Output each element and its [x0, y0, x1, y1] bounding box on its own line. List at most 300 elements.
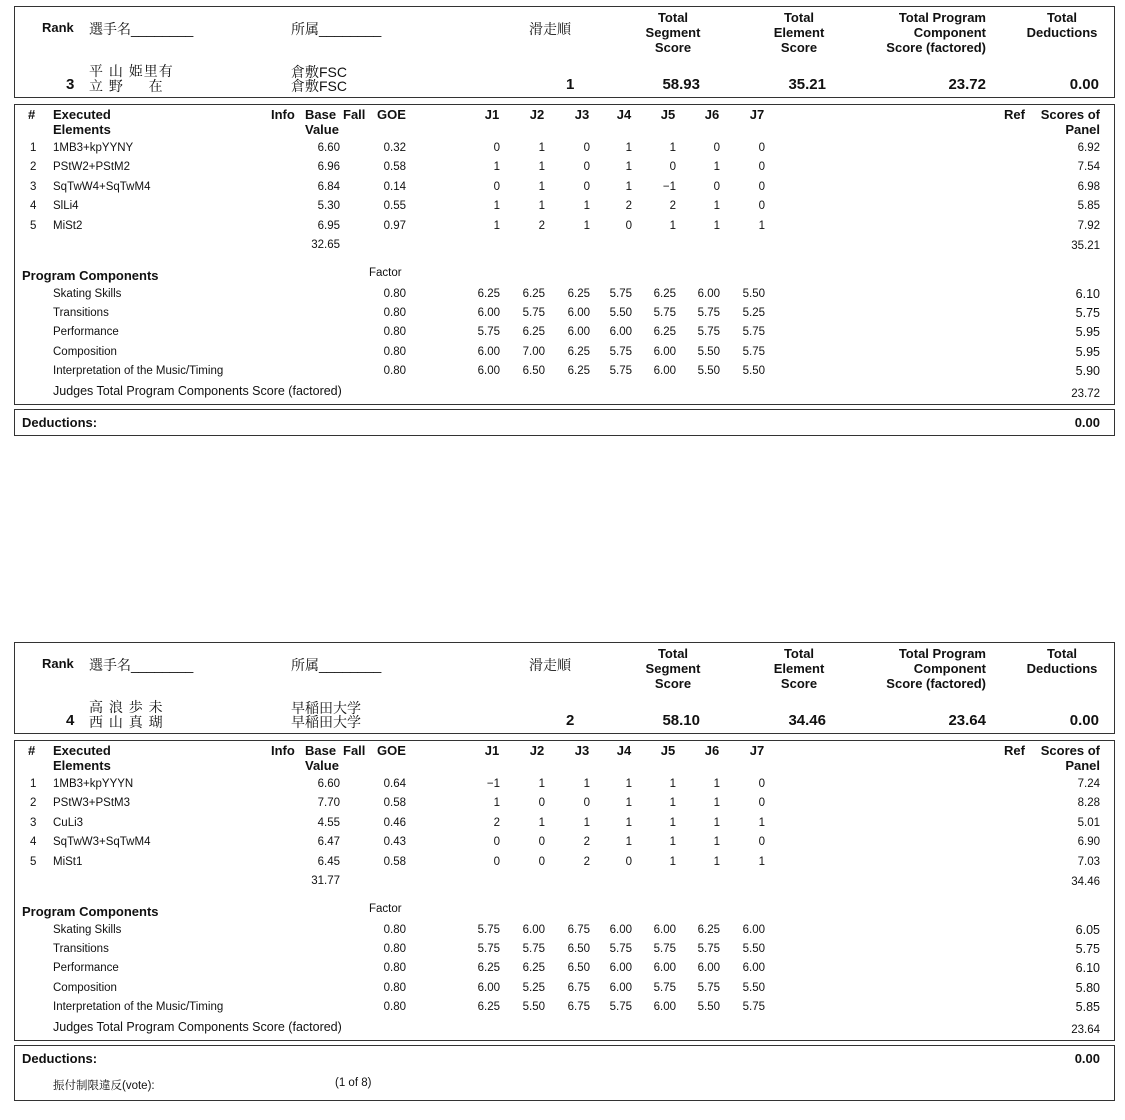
- component-judge-4: 5.75: [609, 1000, 632, 1013]
- skater-name-1: 平 山 姫里有: [89, 63, 174, 79]
- component-factor: 0.80: [383, 307, 406, 320]
- order-label: 滑走順: [529, 657, 571, 673]
- element-judge-4: 2: [625, 200, 632, 213]
- component-name: Composition: [53, 981, 117, 994]
- skater-rank: 4: [66, 712, 75, 729]
- element-number: 1: [30, 142, 37, 154]
- element-judge-3: 1: [583, 219, 590, 232]
- element-goe: 0.43: [383, 836, 406, 849]
- skater-rank: 3: [66, 76, 75, 93]
- element-judge-4: 1: [625, 142, 632, 154]
- col-ref: Ref: [1004, 743, 1025, 758]
- element-judge-6: 1: [713, 836, 720, 849]
- element-panel-score: 7.92: [1077, 219, 1100, 232]
- component-judge-2: 6.25: [522, 288, 545, 300]
- element-judge-7: 0: [758, 142, 765, 154]
- component-judge-1: 6.00: [477, 981, 500, 994]
- element-number: 1: [30, 778, 37, 790]
- col-base-value: Base Value: [305, 743, 339, 773]
- col-goe: GOE: [377, 743, 406, 758]
- deductions-label: Deductions:: [22, 415, 98, 430]
- element-judge-5: 1: [669, 142, 676, 154]
- element-judge-1: 0: [493, 855, 500, 868]
- judges-total-label: Judges Total Program Components Score (factored): [53, 1020, 342, 1034]
- element-judge-7: 0: [758, 836, 765, 849]
- component-score: 5.80: [1075, 980, 1100, 995]
- ded-label: Total Deductions: [1026, 646, 1098, 676]
- component-score: 6.10: [1075, 961, 1100, 976]
- elements-total: 34.46: [1071, 876, 1100, 888]
- deductions-box: [14, 1045, 1115, 1101]
- component-judge-2: 7.00: [522, 345, 545, 358]
- component-judge-1: 6.25: [477, 288, 500, 300]
- component-factor: 0.80: [383, 326, 406, 339]
- factor-label: Factor: [369, 267, 402, 279]
- col-num: #: [28, 743, 36, 758]
- component-judge-4: 5.75: [609, 364, 632, 377]
- element-goe: 0.58: [383, 797, 406, 810]
- element-judge-5: 0: [669, 161, 676, 174]
- club-name-1: 早稲田大学: [291, 700, 361, 716]
- element-judge-2: 0: [538, 836, 545, 849]
- element-name: PStW2+PStM2: [53, 161, 131, 174]
- deduction-item: 振付制限違反(vote):: [53, 1080, 155, 1092]
- element-judge-3: 2: [583, 855, 590, 868]
- component-judge-1: 6.00: [477, 364, 500, 377]
- component-judge-5: 5.75: [653, 943, 676, 956]
- component-judge-3: 6.00: [567, 326, 590, 339]
- element-judge-2: 0: [538, 855, 545, 868]
- component-judge-7: 5.75: [742, 1000, 765, 1013]
- col-scores-of-panel: Scores of Panel: [1040, 107, 1100, 137]
- element-name: SlLi4: [53, 200, 79, 213]
- element-goe: 0.55: [383, 200, 406, 213]
- col-goe: GOE: [377, 107, 406, 122]
- total-deductions: 0.00: [1069, 76, 1099, 93]
- component-score: 5.75: [1075, 942, 1100, 957]
- tes-label: Total Element Score: [773, 646, 825, 691]
- tss-label: Total Segment Score: [645, 10, 701, 55]
- element-judge-7: 1: [758, 855, 765, 868]
- element-judge-7: 1: [758, 816, 765, 829]
- element-judge-1: 1: [493, 797, 500, 810]
- elements-box: [14, 104, 1115, 405]
- col-num: #: [28, 107, 36, 122]
- component-judge-6: 6.00: [697, 962, 720, 975]
- total-program-component-score: 23.64: [948, 712, 986, 729]
- component-factor: 0.80: [383, 364, 406, 377]
- component-score: 6.05: [1075, 923, 1100, 937]
- element-judge-5: 1: [669, 219, 676, 232]
- base-value-total: 32.65: [311, 239, 340, 251]
- elements-box: [14, 740, 1115, 1041]
- element-judge-7: 1: [758, 219, 765, 232]
- element-judge-1: 0: [493, 836, 500, 849]
- col-judge-5: J5: [660, 107, 676, 122]
- deductions-label: Deductions:: [22, 1051, 98, 1066]
- component-judge-2: 5.75: [522, 943, 545, 956]
- col-judge-2: J2: [529, 107, 545, 122]
- component-judge-7: 6.00: [742, 962, 765, 975]
- element-number: 2: [30, 161, 37, 174]
- col-judge-3: J3: [574, 107, 590, 122]
- deduction-vote: (1 of 8): [335, 1077, 372, 1089]
- element-number: 4: [30, 200, 37, 213]
- element-base-value: 7.70: [317, 797, 340, 810]
- element-judge-7: 0: [758, 180, 765, 193]
- component-judge-7: 5.50: [742, 288, 765, 300]
- component-judge-3: 6.50: [567, 962, 590, 975]
- element-goe: 0.64: [383, 778, 406, 790]
- skater-name-2: 立 野 在: [89, 78, 164, 94]
- element-judge-6: 1: [713, 161, 720, 174]
- component-factor: 0.80: [383, 981, 406, 994]
- judges-total-label: Judges Total Program Components Score (factored): [53, 384, 342, 398]
- element-panel-score: 7.54: [1077, 161, 1100, 174]
- element-judge-5: 1: [669, 836, 676, 849]
- element-name: MiSt2: [53, 219, 83, 232]
- component-name: Skating Skills: [53, 924, 122, 936]
- col-judge-2: J2: [529, 743, 545, 758]
- total-program-component-score: 23.72: [948, 76, 986, 93]
- element-name: PStW3+PStM3: [53, 797, 131, 810]
- component-judge-5: 6.00: [653, 962, 676, 975]
- element-judge-5: 1: [669, 797, 676, 810]
- element-judge-2: 1: [538, 180, 545, 193]
- component-judge-4: 5.75: [609, 288, 632, 300]
- element-judge-3: 0: [583, 161, 590, 174]
- component-factor: 0.80: [383, 1000, 406, 1013]
- element-goe: 0.46: [383, 816, 406, 829]
- component-score: 5.95: [1075, 325, 1100, 340]
- component-name: Skating Skills: [53, 288, 122, 300]
- component-judge-2: 6.50: [522, 364, 545, 377]
- component-judge-4: 5.75: [609, 943, 632, 956]
- col-fall: Fall: [343, 107, 366, 122]
- pcs-label: Total Program Component Score (factored): [886, 10, 986, 55]
- component-name: Interpretation of the Music/Timing: [53, 364, 224, 377]
- element-judge-5: 1: [669, 816, 676, 829]
- element-number: 3: [30, 816, 37, 829]
- component-judge-7: 5.50: [742, 981, 765, 994]
- component-factor: 0.80: [383, 288, 406, 300]
- component-judge-6: 5.50: [697, 364, 720, 377]
- base-value-total: 31.77: [311, 875, 340, 887]
- component-name: Interpretation of the Music/Timing: [53, 1000, 224, 1013]
- element-number: 4: [30, 836, 37, 849]
- component-judge-1: 6.00: [477, 307, 500, 320]
- element-goe: 0.58: [383, 161, 406, 174]
- col-judge-5: J5: [660, 743, 676, 758]
- component-judge-6: 5.50: [697, 1000, 720, 1013]
- col-judge-6: J6: [704, 107, 720, 122]
- pcs-label: Total Program Component Score (factored): [886, 646, 986, 691]
- club-name-2: 早稲田大学: [291, 714, 361, 730]
- component-judge-4: 6.00: [609, 962, 632, 975]
- element-judge-6: 0: [713, 180, 720, 193]
- component-score: 6.10: [1075, 287, 1100, 301]
- element-judge-6: 1: [713, 778, 720, 790]
- element-judge-3: 2: [583, 836, 590, 849]
- component-judge-1: 5.75: [477, 326, 500, 339]
- factor-label: Factor: [369, 903, 402, 915]
- name-label: 選手名________: [89, 657, 194, 673]
- component-name: Composition: [53, 345, 117, 358]
- element-name: 1MB3+kpYYNY: [53, 142, 134, 154]
- component-judge-3: 6.25: [567, 364, 590, 377]
- element-name: MiSt1: [53, 855, 83, 868]
- component-judge-3: 6.50: [567, 943, 590, 956]
- component-judge-3: 6.75: [567, 981, 590, 994]
- component-judge-5: 5.75: [653, 981, 676, 994]
- col-base-value: Base Value: [305, 107, 339, 137]
- component-factor: 0.80: [383, 943, 406, 956]
- element-goe: 0.14: [383, 180, 406, 193]
- element-panel-score: 7.03: [1077, 855, 1100, 868]
- element-base-value: 6.45: [317, 855, 340, 868]
- element-judge-4: 1: [625, 836, 632, 849]
- col-judge-4: J4: [616, 743, 632, 758]
- component-judge-7: 5.50: [742, 943, 765, 956]
- element-judge-3: 1: [583, 778, 590, 790]
- total-element-score: 34.46: [788, 712, 826, 729]
- component-judge-2: 6.00: [522, 924, 545, 936]
- element-number: 5: [30, 855, 37, 868]
- element-judge-4: 1: [625, 816, 632, 829]
- element-panel-score: 6.92: [1077, 142, 1100, 154]
- element-base-value: 5.30: [317, 200, 340, 213]
- program-components-title: Program Components: [22, 268, 159, 283]
- col-judge-1: J1: [484, 743, 500, 758]
- component-judge-3: 6.25: [567, 345, 590, 358]
- total-segment-score: 58.10: [662, 712, 700, 729]
- element-name: SqTwW4+SqTwM4: [53, 180, 151, 193]
- component-judge-6: 5.50: [697, 345, 720, 358]
- component-score: 5.85: [1075, 999, 1100, 1014]
- element-judge-4: 1: [625, 797, 632, 810]
- element-name: SqTwW3+SqTwM4: [53, 836, 151, 849]
- element-judge-5: −1: [662, 180, 676, 193]
- component-judge-6: 5.75: [697, 326, 720, 339]
- element-number: 5: [30, 219, 37, 232]
- component-judge-2: 5.25: [522, 981, 545, 994]
- element-number: 3: [30, 180, 37, 193]
- element-judge-5: 1: [669, 855, 676, 868]
- program-components-title: Program Components: [22, 904, 159, 919]
- component-judge-2: 6.25: [522, 962, 545, 975]
- component-score: 5.90: [1075, 363, 1100, 378]
- col-executed-elements: Executed Elements: [53, 107, 111, 137]
- element-panel-score: 5.85: [1077, 200, 1100, 213]
- col-info: Info: [271, 107, 295, 122]
- element-judge-2: 1: [538, 816, 545, 829]
- club-label: 所属________: [291, 657, 382, 673]
- element-judge-6: 1: [713, 797, 720, 810]
- component-judge-5: 6.25: [653, 326, 676, 339]
- component-judge-3: 6.75: [567, 1000, 590, 1013]
- element-judge-1: −1: [486, 778, 500, 790]
- element-judge-7: 0: [758, 200, 765, 213]
- element-judge-3: 1: [583, 200, 590, 213]
- element-base-value: 6.95: [317, 219, 340, 232]
- tes-label: Total Element Score: [773, 10, 825, 55]
- component-judge-5: 6.00: [653, 1000, 676, 1013]
- col-judge-1: J1: [484, 107, 500, 122]
- element-name: CuLi3: [53, 816, 84, 829]
- component-judge-7: 5.75: [742, 345, 765, 358]
- component-name: Transitions: [53, 943, 109, 956]
- element-judge-1: 1: [493, 161, 500, 174]
- element-judge-4: 0: [625, 855, 632, 868]
- component-judge-5: 6.00: [653, 924, 676, 936]
- skater-name-2: 西 山 真 瑚: [89, 714, 164, 730]
- component-judge-3: 6.25: [567, 288, 590, 300]
- col-judge-7: J7: [749, 107, 765, 122]
- component-judge-5: 6.25: [653, 288, 676, 300]
- element-goe: 0.97: [383, 219, 406, 232]
- element-panel-score: 6.98: [1077, 180, 1100, 193]
- element-judge-2: 0: [538, 797, 545, 810]
- component-judge-6: 6.00: [697, 288, 720, 300]
- element-judge-7: 0: [758, 161, 765, 174]
- component-factor: 0.80: [383, 345, 406, 358]
- ded-label: Total Deductions: [1026, 10, 1098, 40]
- starting-order: 1: [566, 76, 575, 93]
- judges-total-value: 23.64: [1071, 1024, 1100, 1036]
- element-judge-4: 1: [625, 180, 632, 193]
- club-name-2: 倉敷FSC: [291, 78, 347, 94]
- element-judge-1: 1: [493, 219, 500, 232]
- element-judge-2: 1: [538, 161, 545, 174]
- component-judge-3: 6.75: [567, 924, 590, 936]
- total-segment-score: 58.93: [662, 76, 700, 93]
- component-score: 5.75: [1075, 306, 1100, 321]
- col-judge-3: J3: [574, 743, 590, 758]
- element-judge-7: 0: [758, 778, 765, 790]
- element-base-value: 6.47: [317, 836, 340, 849]
- elements-total: 35.21: [1071, 240, 1100, 252]
- component-judge-1: 6.25: [477, 962, 500, 975]
- component-factor: 0.80: [383, 924, 406, 936]
- deductions-total: 0.00: [1074, 1051, 1100, 1066]
- component-judge-6: 5.75: [697, 943, 720, 956]
- component-score: 5.95: [1075, 344, 1100, 359]
- total-element-score: 35.21: [788, 76, 826, 93]
- element-base-value: 6.60: [317, 142, 340, 154]
- component-judge-7: 6.00: [742, 924, 765, 936]
- component-judge-4: 6.00: [609, 981, 632, 994]
- component-judge-7: 5.75: [742, 326, 765, 339]
- element-judge-3: 0: [583, 142, 590, 154]
- element-goe: 0.58: [383, 855, 406, 868]
- component-judge-4: 6.00: [609, 326, 632, 339]
- component-judge-1: 5.75: [477, 924, 500, 936]
- element-judge-6: 1: [713, 200, 720, 213]
- element-judge-2: 1: [538, 142, 545, 154]
- element-judge-1: 1: [493, 200, 500, 213]
- col-ref: Ref: [1004, 107, 1025, 122]
- rank-label: Rank: [42, 656, 74, 671]
- component-judge-5: 6.00: [653, 364, 676, 377]
- element-number: 2: [30, 797, 37, 810]
- component-name: Performance: [53, 962, 119, 975]
- element-judge-1: 2: [493, 816, 500, 829]
- order-label: 滑走順: [529, 21, 571, 37]
- element-base-value: 6.84: [317, 180, 340, 193]
- col-fall: Fall: [343, 743, 366, 758]
- element-base-value: 4.55: [317, 816, 340, 829]
- element-judge-6: 1: [713, 816, 720, 829]
- component-judge-4: 6.00: [609, 924, 632, 936]
- col-judge-7: J7: [749, 743, 765, 758]
- element-judge-7: 0: [758, 797, 765, 810]
- component-judge-3: 6.00: [567, 307, 590, 320]
- element-judge-3: 0: [583, 797, 590, 810]
- element-panel-score: 6.90: [1077, 836, 1100, 849]
- element-name: 1MB3+kpYYYN: [53, 778, 134, 790]
- element-judge-3: 1: [583, 816, 590, 829]
- name-label: 選手名________: [89, 21, 194, 37]
- component-factor: 0.80: [383, 962, 406, 975]
- element-judge-4: 1: [625, 161, 632, 174]
- element-judge-4: 1: [625, 778, 632, 790]
- component-name: Transitions: [53, 307, 109, 320]
- deductions-total: 0.00: [1074, 415, 1100, 430]
- element-judge-5: 1: [669, 778, 676, 790]
- col-judge-4: J4: [616, 107, 632, 122]
- element-base-value: 6.96: [317, 161, 340, 174]
- component-judge-2: 5.75: [522, 307, 545, 320]
- element-panel-score: 7.24: [1077, 778, 1100, 790]
- element-panel-score: 5.01: [1077, 816, 1100, 829]
- component-judge-5: 6.00: [653, 345, 676, 358]
- element-judge-2: 1: [538, 200, 545, 213]
- component-judge-6: 5.75: [697, 981, 720, 994]
- element-judge-1: 0: [493, 180, 500, 193]
- col-executed-elements: Executed Elements: [53, 743, 111, 773]
- deductions-box: [14, 409, 1115, 436]
- total-deductions: 0.00: [1069, 712, 1099, 729]
- element-goe: 0.32: [383, 142, 406, 154]
- element-judge-1: 0: [493, 142, 500, 154]
- element-judge-4: 0: [625, 219, 632, 232]
- component-judge-7: 5.25: [742, 307, 765, 320]
- element-judge-2: 1: [538, 778, 545, 790]
- element-judge-6: 0: [713, 142, 720, 154]
- component-judge-7: 5.50: [742, 364, 765, 377]
- component-judge-4: 5.50: [609, 307, 632, 320]
- component-judge-1: 6.00: [477, 345, 500, 358]
- starting-order: 2: [566, 712, 575, 729]
- component-judge-2: 6.25: [522, 326, 545, 339]
- component-name: Performance: [53, 326, 119, 339]
- skater-name-1: 高 浪 歩 未: [89, 699, 164, 715]
- club-name-1: 倉敷FSC: [291, 64, 347, 80]
- element-judge-3: 0: [583, 180, 590, 193]
- judges-total-value: 23.72: [1071, 388, 1100, 400]
- component-judge-1: 6.25: [477, 1000, 500, 1013]
- element-judge-6: 1: [713, 219, 720, 232]
- component-judge-6: 6.25: [697, 924, 720, 936]
- component-judge-2: 5.50: [522, 1000, 545, 1013]
- rank-label: Rank: [42, 20, 74, 35]
- col-info: Info: [271, 743, 295, 758]
- component-judge-6: 5.75: [697, 307, 720, 320]
- component-judge-5: 5.75: [653, 307, 676, 320]
- element-base-value: 6.60: [317, 778, 340, 790]
- club-label: 所属________: [291, 21, 382, 37]
- element-panel-score: 8.28: [1077, 797, 1100, 810]
